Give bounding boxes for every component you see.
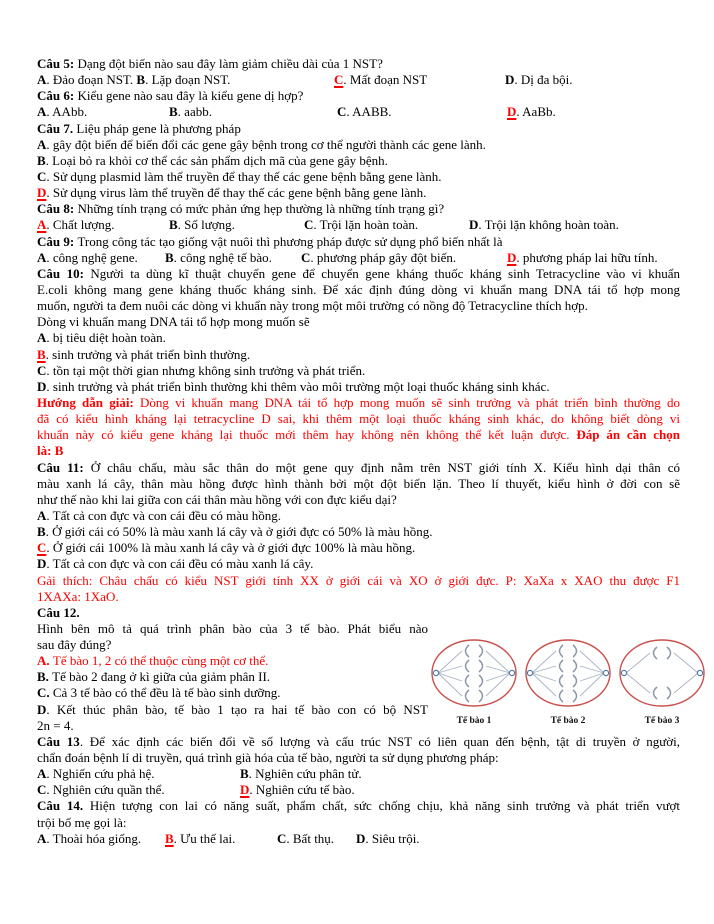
text-run: C.: [37, 685, 53, 701]
option-row: [37, 250, 680, 266]
chromosome: [560, 675, 564, 687]
text-line: [37, 669, 428, 685]
text-run: . Ưu thế lai.: [173, 830, 236, 846]
option-cell: [165, 831, 235, 847]
question-label: Câu 5:: [37, 56, 78, 71]
text-line: [37, 363, 680, 379]
text-run: Tế bào 2 đang ở kì giữa của giảm phân II.: [52, 669, 271, 685]
spindle-pole-icon: [603, 670, 608, 675]
cell-illustration: [429, 638, 519, 710]
chromosome: [466, 690, 470, 702]
text-run: . phương pháp gây đột biến.: [310, 249, 457, 265]
text-run: . Thoài hóa giống.: [46, 830, 142, 846]
text-run: . bị tiêu diệt hoàn toàn.: [46, 330, 166, 346]
option-row: [37, 831, 680, 847]
option-cell: [507, 104, 556, 120]
text-run: B: [37, 152, 46, 168]
text-run: . AAbb.: [46, 104, 88, 120]
text-run: B: [136, 72, 146, 88]
option-cell: [469, 217, 619, 233]
option-cell: [169, 217, 235, 233]
text-line: [37, 524, 680, 540]
text-run: màu xanh lá cây, thân màu hồng được hình thành bởi một đột biến lặn. Theo lí thuyết, kiểu hình ở đời con sẽ: [37, 475, 680, 491]
correct-answer-letter: D: [240, 782, 250, 798]
text-run: . Để xác định các biến đổi về số lượng và cấu trúc NST có liên quan đến bệnh, tật di truyền ở người,: [79, 733, 680, 749]
spindle-fiber: [532, 673, 556, 696]
chromosome: [479, 690, 483, 702]
option-cell: [169, 104, 212, 120]
text-line: [37, 427, 680, 443]
text-line: [37, 266, 680, 282]
text-run: . sinh trưởng và phát triển bình thường.: [45, 346, 251, 362]
text-run: Trong công tác tạo giống vật nuôi thì phương pháp được sử dụng phổ biến nhất là: [77, 233, 503, 249]
text-line: [37, 282, 680, 298]
text-run: C: [37, 168, 47, 184]
option-cell: [334, 72, 427, 88]
text-run: B: [165, 249, 174, 265]
correct-answer-letter: A: [37, 217, 47, 233]
option-row: [37, 766, 680, 782]
text-run: . AaBb.: [516, 104, 556, 120]
text-run: . Chất lượng.: [46, 217, 115, 233]
spindle-fiber: [674, 653, 698, 673]
text-run: A: [37, 507, 47, 523]
text-run: B: [240, 766, 249, 782]
text-run: 1XAXa: 1XaO.: [37, 588, 119, 604]
text-run: Hình bên mô tả quá trình phân bào của 3 tế bào. Phát biểu nào: [37, 620, 428, 636]
text-run: A: [37, 136, 47, 152]
chromosome: [573, 675, 577, 687]
text-run: . Trội lặn hoàn toàn.: [313, 217, 419, 233]
spindle-fiber: [580, 673, 604, 696]
chromosome: [466, 660, 470, 672]
option-cell: [37, 104, 87, 120]
spindle-pole-icon: [433, 670, 438, 675]
text-run: Hướng dẫn giải:: [37, 394, 140, 410]
chromosome: [560, 660, 564, 672]
text-run: chẩn đoán bệnh lí di truyền, quá trình già hóa của tế bào, người ta sử dụng phương pháp:: [37, 750, 499, 766]
text-run: . Sử dụng virus làm thể truyền để thay thế các gene bệnh bằng gene lành.: [46, 185, 427, 201]
text-line: [37, 685, 428, 701]
chromosome: [667, 647, 671, 659]
correct-answer-letter: C: [37, 540, 47, 556]
chromosome: [560, 645, 564, 657]
option-cell: [37, 782, 165, 798]
option-cell: [507, 250, 658, 266]
option-cell: [337, 104, 392, 120]
text-run: B.: [37, 669, 53, 685]
text-run: C: [337, 104, 347, 120]
spindle-pole-icon: [527, 670, 532, 675]
text-line: [37, 330, 680, 346]
correct-answer-letter: B: [37, 346, 46, 362]
text-run: C: [277, 830, 287, 846]
cell-membrane: [620, 640, 704, 706]
cell-illustration: [523, 638, 613, 710]
text-run: . Đảo đoạn NST.: [46, 72, 137, 88]
text-line: [37, 201, 680, 217]
question-label: Câu 10:: [37, 265, 91, 281]
option-cell: [304, 217, 418, 233]
question-label: Câu 11:: [37, 459, 91, 475]
text-run: C: [37, 362, 47, 378]
text-run: A: [37, 72, 47, 88]
text-line: [37, 379, 680, 395]
cell-membrane: [432, 640, 516, 706]
text-line: [37, 605, 680, 621]
question-label: Câu 9:: [37, 233, 78, 249]
text-line: [37, 443, 680, 459]
text-run: Dòng vi khuẩn mang DNA tái tổ hợp mong muốn sẽ: [37, 314, 310, 330]
text-run: A: [37, 249, 47, 265]
text-run: D: [37, 378, 47, 394]
text-run: Gải thích: Châu chấu có kiểu NST giới tính XX ở giới cái và XO ở giới đực. P: XaXa x XAO thu được F1: [37, 572, 680, 588]
text-run: A: [37, 330, 47, 346]
text-line: [37, 815, 680, 831]
text-run: B: [169, 217, 178, 233]
text-line: [37, 702, 428, 718]
text-run: Dạng đột biến nào sau đây làm giảm chiều dài của 1 NST?: [77, 56, 383, 71]
option-cell: [240, 782, 355, 798]
text-run: . Siêu trội.: [365, 830, 420, 846]
correct-answer-letter: D: [507, 104, 517, 120]
text-run: . công nghệ gene.: [46, 249, 138, 265]
text-line: [37, 508, 680, 524]
option-row: [37, 217, 680, 233]
chromosome: [479, 645, 483, 657]
option-cell: [240, 766, 362, 782]
text-run: . Tất cả con đực và con cái đều có màu hồng.: [46, 507, 281, 523]
chromosome: [466, 675, 470, 687]
text-run: . Lặp đoạn NST.: [145, 72, 231, 88]
text-line: [37, 395, 680, 411]
text-run: . Tất cả con đực và con cái đều có màu xanh lá cây.: [46, 556, 314, 572]
text-run: C: [37, 782, 47, 798]
spindle-fiber: [438, 673, 462, 696]
option-row: [37, 782, 680, 798]
text-run: . Dị đa bội.: [514, 72, 573, 88]
cell-label: Tế bào 3: [644, 716, 680, 726]
text-run: Cả 3 tế bào có thể đều là tế bào sinh dưỡng.: [52, 685, 281, 701]
text-line: [37, 540, 680, 556]
text-line: [37, 88, 680, 104]
cell-division-figure: [429, 638, 709, 726]
text-run: . Số lượng.: [177, 217, 235, 233]
text-run: . Kết thúc phân bào, tế bào 1 tạo ra hai tế bào con có bộ NST: [46, 701, 428, 717]
text-run: A: [37, 766, 47, 782]
text-run: . Sử dụng plasmid làm thể truyền để thay thế các gene bệnh bằng gene lành.: [46, 168, 442, 184]
chromosome: [479, 675, 483, 687]
text-run: . Trội lặn không hoàn toàn.: [478, 217, 619, 233]
text-run: B: [37, 524, 46, 540]
text-run: . Nghiên cứu phân tử.: [248, 766, 362, 782]
option-cell: [505, 72, 573, 88]
text-run: . Nghiên cứu quần thể.: [46, 782, 165, 798]
text-run: Kiểu gene nào sau đây là kiểu gene dị hợp?: [77, 88, 304, 104]
text-line: [37, 347, 680, 363]
correct-answer-letter: D: [507, 249, 517, 265]
spindle-pole-icon: [621, 670, 626, 675]
text-run: D: [356, 830, 366, 846]
text-run: là: B: [37, 443, 64, 459]
correct-answer-letter: D: [37, 185, 47, 201]
spindle-fiber: [626, 673, 650, 693]
text-run: . Loại bỏ ra khỏi cơ thể các sản phẩm dịch mã của gene gây bệnh.: [45, 152, 388, 168]
text-line: [37, 411, 680, 427]
text-run: Những tính trạng có mức phản ứng hẹp thường là những tính trạng gì?: [77, 201, 445, 217]
text-run: đã có kiểu hình kháng lại tetracycline D sai, khi thêm một loại thuốc kháng sinh khác, do không biết dòng vi: [37, 411, 680, 427]
cell-membrane: [526, 640, 610, 706]
text-line: [37, 637, 428, 653]
option-cell: [37, 217, 114, 233]
text-run: . phương pháp lai hữu tính.: [516, 249, 658, 265]
question-label: Câu 8:: [37, 201, 78, 217]
cell-label: Tế bào 2: [550, 716, 586, 726]
text-run: E.coli không mang gene kháng thuốc kháng sinh. Để xác định đúng dòng vi khuẩn mang DNA tái tổ hợp mong: [37, 281, 680, 297]
text-line: [37, 573, 680, 589]
text-run: . gây đột biến để biến đổi các gene gây bệnh trong cơ thể người thành các gene lành.: [46, 136, 486, 152]
chromosome: [667, 687, 671, 699]
text-run: muốn, người ta đem nuôi các dòng vi khuẩn này trong một môi trường có nồng độ Tetracycline thích hợp.: [37, 298, 588, 314]
text-run: C: [304, 217, 314, 233]
text-run: Liệu pháp gene là phương pháp: [76, 120, 241, 136]
text-run: trội bố mẹ gọi là:: [37, 814, 127, 830]
text-run: Ở châu chấu, màu sắc thân do một gene quy định nằm trên NST giới tính X. Kiểu hình dại thân có: [90, 459, 681, 475]
text-run: A: [37, 830, 47, 846]
text-run: Tế bào 1, 2 có thể thuộc cùng một cơ thể.: [52, 653, 269, 669]
spindle-fiber: [486, 673, 510, 696]
question-label: Câu 13: [37, 733, 80, 749]
correct-answer-letter: C: [334, 72, 344, 88]
text-run: 2n = 4.: [37, 717, 74, 733]
chromosome: [654, 687, 658, 699]
text-line: [37, 234, 680, 250]
text-run: D: [37, 701, 47, 717]
text-line: [37, 169, 680, 185]
text-run: . Bất thụ.: [286, 830, 335, 846]
text-run: D: [505, 72, 515, 88]
spindle-fiber: [626, 653, 650, 673]
text-run: . aabb.: [177, 104, 212, 120]
text-line: [37, 314, 680, 330]
text-run: . Mất đoạn NST: [343, 72, 428, 88]
text-line: [37, 121, 680, 137]
text-run: . sinh trưởng và phát triển bình thường khi thêm vào môi trường một loại thuốc kháng sinh khác.: [46, 378, 550, 394]
text-run: D: [469, 217, 479, 233]
text-line: [37, 589, 680, 605]
cell-illustration: [617, 638, 707, 710]
cell-diagram: [429, 638, 519, 726]
text-run: sau đây đúng?: [37, 637, 112, 653]
text-line: [37, 153, 680, 169]
question-label: Câu 14.: [37, 798, 90, 814]
text-run: . AABB.: [346, 104, 392, 120]
text-run: . Nghiên cứu tế bào.: [249, 782, 355, 798]
option-cell: [356, 831, 420, 847]
text-line: [37, 185, 680, 201]
text-run: A: [37, 104, 47, 120]
option-cell: [37, 766, 155, 782]
text-run: khuẩn này có kiểu gene kháng lại thuốc mới thêm hay không nên không thể kết luận được.: [37, 427, 577, 443]
cell-diagram: [617, 638, 707, 726]
text-line: [37, 460, 680, 476]
text-line: [37, 492, 680, 508]
text-run: . công nghệ tế bào.: [173, 249, 272, 265]
cell-label: Tế bào 1: [456, 716, 492, 726]
option-cell: [165, 250, 272, 266]
spindle-pole-icon: [509, 670, 514, 675]
chromosome: [573, 660, 577, 672]
text-line: [37, 653, 428, 669]
question-label: Câu 7.: [37, 120, 77, 136]
option-row: [37, 104, 680, 120]
chromosome: [654, 647, 658, 659]
chromosome: [479, 660, 483, 672]
option-cell: [37, 250, 138, 266]
text-run: Đáp án cần chọn: [576, 427, 680, 443]
chromosome: [573, 690, 577, 702]
text-run: Hiện tượng con lai có năng suất, phẩm chất, sức chống chịu, khả năng sinh trưởng và phát triển vượt: [89, 798, 681, 814]
question-label: Câu 6:: [37, 88, 78, 104]
text-line: [37, 476, 680, 492]
text-run: . Ở giới cái có 50% là màu xanh lá cây và ở giới đực có 50% là màu hồng.: [45, 524, 433, 540]
text-line: [37, 750, 680, 766]
text-run: . Nghiến cứu phả hệ.: [46, 766, 155, 782]
text-line: [37, 556, 680, 572]
question-label: Câu 12.: [37, 604, 80, 620]
text-run: . Ở giới cái 100% là màu xanh lá cây và ở giới đực 100% là màu hồng.: [46, 540, 416, 556]
option-cell: [37, 72, 230, 88]
text-run: như thế nào khi lai giữa con cái thân màu hồng với con đực kiểu dại?: [37, 491, 397, 507]
text-run: Dòng vi khuẩn mang DNA tái tổ hợp mong muốn sẽ sinh trưởng và phát triển bình thường do: [139, 394, 680, 410]
option-row: [37, 72, 680, 88]
text-line: [37, 137, 680, 153]
text-run: . tồn tại một thời gian nhưng không sinh trưởng và phát triển.: [46, 362, 366, 378]
text-run: A.: [37, 653, 53, 669]
spindle-pole-icon: [697, 670, 702, 675]
option-cell: [301, 250, 456, 266]
text-run: D: [37, 556, 47, 572]
text-run: C: [301, 249, 311, 265]
text-run: Người ta dùng kĩ thuật chuyển gene để chuyển gene kháng thuốc kháng sinh Tetracycline vào vi khuẩn: [90, 265, 680, 281]
chromosome: [573, 645, 577, 657]
spindle-fiber: [674, 673, 698, 693]
option-cell: [37, 831, 141, 847]
cell-diagram: [523, 638, 613, 726]
document-body: [37, 56, 680, 847]
text-line: [37, 798, 680, 814]
chromosome: [466, 645, 470, 657]
text-line: [37, 621, 428, 637]
text-run: B: [169, 104, 178, 120]
text-line: [37, 56, 680, 72]
option-cell: [277, 831, 334, 847]
text-line: [37, 298, 680, 314]
text-line: [37, 734, 680, 750]
correct-answer-letter: B: [165, 830, 174, 846]
chromosome: [560, 690, 564, 702]
